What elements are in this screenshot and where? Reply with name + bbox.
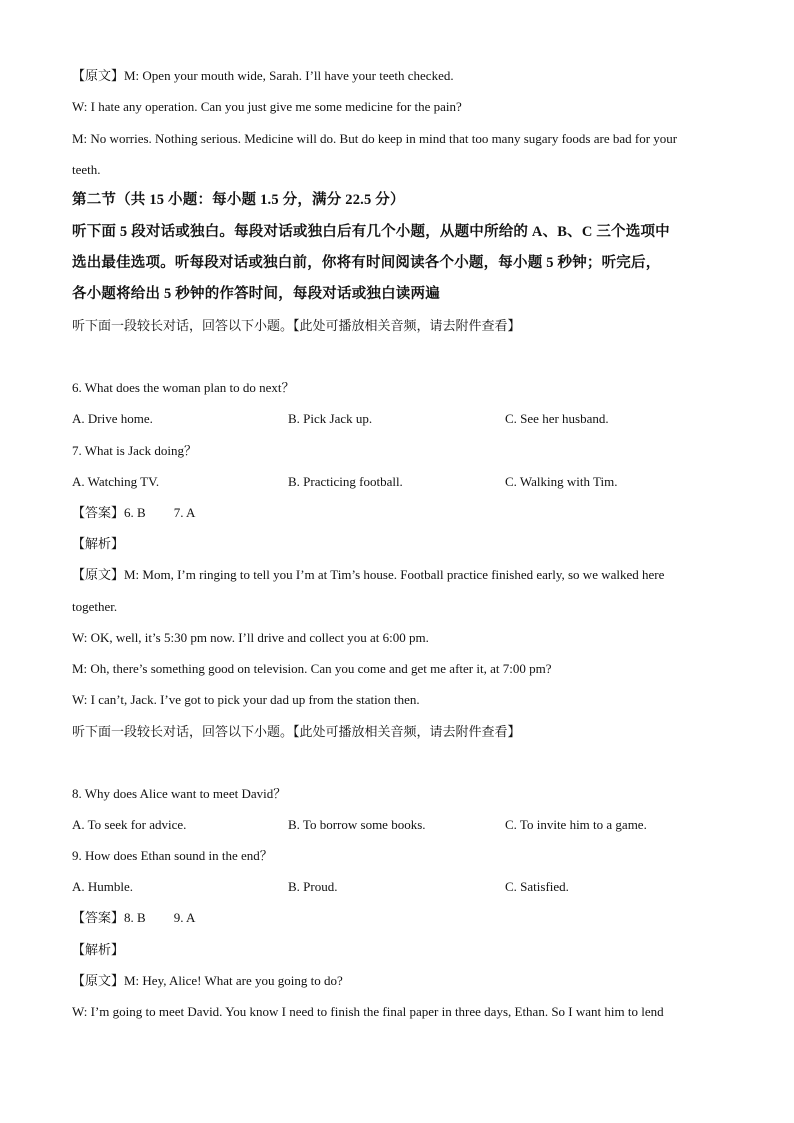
answer-label: 【答案】 [72,910,125,925]
analysis-label: 【解析】 [72,536,125,551]
transcript-line: W: I’m going to meet David. You know I need to finish the final paper in three days, Ethan. So I want him to lend [72,1004,664,1019]
option-b: B. Practicing football. [288,474,403,489]
option-a: A. Drive home. [72,411,153,426]
option-a: A. Humble. [72,879,134,894]
transcript-line: W: I hate any operation. Can you just give me some medicine for the pain? [72,99,462,114]
option-b: B. To borrow some books. [288,817,426,832]
option-a: A. To seek for advice. [72,817,187,832]
transcript-line: teeth. [72,162,101,177]
section-instruction: 选出最佳选项。听每段对话或独白前，你将有时间阅读各个小题，每小题 5 秒钟；听完后， [72,255,661,271]
section-instruction: 听下面 5 段对话或独白。每段对话或独白后有几个小题，从题中所给的 A、B、C 三个选项中 [72,224,670,240]
transcript-line: M: No worries. Nothing serious. Medicine will do. But do keep in mind that too many sugary foods are bad for your [72,131,678,146]
listen-note: 听下面一段较长对话，回答以下小题。【此处可播放相关音频，请去附件查看】 [72,318,521,333]
section-title: 第二节（共 15 小题：每小题 1.5 分，满分 22.5 分） [72,192,405,208]
analysis-label: 【解析】 [72,942,125,957]
section-instruction: 各小题将给出 5 秒钟的作答时间，每段对话或独白读两遍 [72,286,440,302]
transcript-line: 【原文】M: Hey, Alice! What are you going to do? [72,973,343,988]
transcript-line: W: I can’t, Jack. I’ve got to pick your dad up from the station then. [72,692,420,707]
transcript-line: W: OK, well, it’s 5:30 pm now. I’ll drive and collect you at 6:00 pm. [72,630,429,645]
transcript-line: 【原文】M: Mom, I’m ringing to tell you I’m at Tim’s house. Football practice finished early, so we walked here [72,567,665,582]
transcript-line: M: Oh, there’s something good on television. Can you come and get me after it, at 7:00 pm? [72,661,552,676]
listen-note: 听下面一段较长对话，回答以下小题。【此处可播放相关音频，请去附件查看】 [72,724,521,739]
question-stem: 7. What is Jack doing？ [72,443,198,458]
option-b: B. Proud. [288,879,338,894]
option-b: B. Pick Jack up. [288,411,373,426]
answer-value: 8. B [124,910,146,925]
question-stem: 6. What does the woman plan to do next？ [72,380,295,395]
option-c: C. Satisfied. [505,879,569,894]
answer-value: 6. B [124,505,146,520]
option-c: C. To invite him to a game. [505,817,647,832]
answer-value: 9. A [173,910,196,925]
option-c: C. Walking with Tim. [505,474,618,489]
option-a: A. Watching TV. [72,474,160,489]
answer-line [72,505,724,521]
question-stem: 9. How does Ethan sound in the end？ [72,848,273,863]
option-c: C. See her husband. [505,411,609,426]
answer-value: 7. A [173,505,196,520]
transcript-line: together. [72,599,118,614]
question-stem: 8. Why does Alice want to meet David？ [72,786,287,801]
answer-line [72,910,724,926]
answer-label: 【答案】 [72,505,125,520]
transcript-line: 【原文】M: Open your mouth wide, Sarah. I’ll have your teeth checked. [72,68,454,83]
